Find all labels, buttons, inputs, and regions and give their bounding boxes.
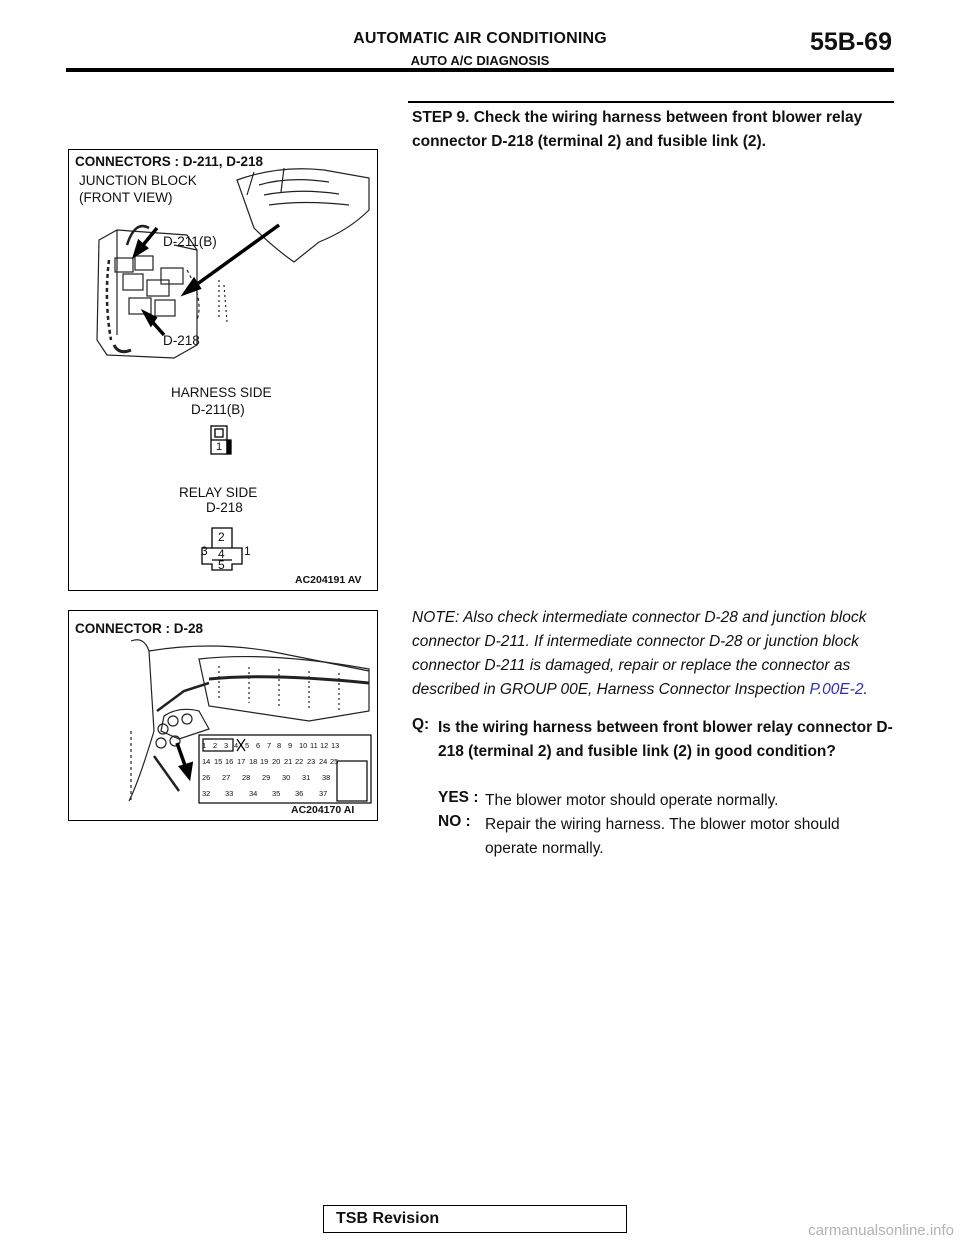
d28-pin-24: 24 <box>319 757 328 766</box>
header-rule <box>66 68 894 72</box>
d28-pin-6: 6 <box>256 741 261 750</box>
front-view-label: (FRONT VIEW) <box>79 190 173 205</box>
d28-pin-35: 35 <box>272 789 281 798</box>
tsb-revision-label: TSB Revision <box>336 1210 440 1227</box>
d28-pin-12: 12 <box>320 741 329 750</box>
figure-code: AC204191 AV <box>295 574 362 586</box>
step-heading: STEP 9. Check the wiring harness between front blower relay connector D-218 (terminal 2) and fusible link (2). <box>412 109 863 150</box>
site-watermark: carmanualsonline.info <box>808 1222 954 1239</box>
d28-pin-31: 31 <box>302 773 311 782</box>
relay-pin-4: 4 <box>218 547 225 561</box>
d28-pin-8: 8 <box>277 741 282 750</box>
d28-pin-36: 36 <box>295 789 304 798</box>
d28-pin-2: 2 <box>213 741 218 750</box>
connector-figure-d211-d218 <box>68 149 378 591</box>
d28-pin-7: 7 <box>267 741 272 750</box>
d28-pin-9: 9 <box>288 741 293 750</box>
tsb-revision-box <box>323 1205 627 1233</box>
d28-pin-14: 14 <box>202 757 211 766</box>
d28-pin-16: 16 <box>225 757 234 766</box>
relay-connector-label: D-218 <box>206 500 243 515</box>
d28-pin-26: 26 <box>202 773 211 782</box>
harness-inspection-link[interactable]: P.00E-2 <box>809 681 864 698</box>
relay-pin-1: 1 <box>244 544 251 558</box>
a-pillar-outline <box>129 640 154 801</box>
relay-pin-5: 5 <box>218 558 225 572</box>
d28-pin-22: 22 <box>295 757 304 766</box>
d28-pin-19: 19 <box>260 757 269 766</box>
d28-pin-21: 21 <box>284 757 293 766</box>
note-end: . <box>863 681 868 698</box>
d28-pin-15: 15 <box>214 757 223 766</box>
connector-figure-d28 <box>68 610 378 821</box>
d28-pin-23: 23 <box>307 757 316 766</box>
d28-pin-25: 25 <box>330 757 339 766</box>
relay-side-label: RELAY SIDE <box>179 485 258 500</box>
relay-pin-2: 2 <box>218 530 225 544</box>
d28-pin-5: 5 <box>245 741 250 750</box>
callout-d218-label: D-218 <box>163 333 200 348</box>
yes-answer: The blower motor should operate normally. <box>485 792 779 809</box>
harness-lines <box>259 180 349 205</box>
yes-label: YES : <box>438 789 479 806</box>
d28-pin-27: 27 <box>222 773 231 782</box>
d28-pin-28: 28 <box>242 773 251 782</box>
harness-side-label: HARNESS SIDE <box>171 385 272 400</box>
note-text: NOTE: Also check intermediate connector D-28 and junction block connector D-211. If intermediate connector D-28 or junction block connector D-211 is damaged, repair or replace the connector as described in GROUP 00E, Harness Connector Inspection <box>412 609 867 698</box>
harness-pin-1: 1 <box>216 441 223 453</box>
manual-section-title: AUTOMATIC AIR CONDITIONING <box>353 30 607 47</box>
d28-pin-4: 4 <box>234 741 239 750</box>
page-number: 55B-69 <box>810 28 892 56</box>
no-label: NO : <box>438 813 471 830</box>
d28-pin-1: 1 <box>202 741 207 750</box>
d28-pin-30: 30 <box>282 773 291 782</box>
d28-pin-3: 3 <box>224 741 229 750</box>
d28-pin-11: 11 <box>310 741 318 750</box>
d28-pin-33: 33 <box>225 789 234 798</box>
question-label: Q: <box>412 716 430 733</box>
d28-pin-34: 34 <box>249 789 258 798</box>
figure-title: CONNECTOR : D-28 <box>75 621 204 636</box>
manual-subsection-title: AUTO A/C DIAGNOSIS <box>410 53 550 68</box>
d28-pin-10: 10 <box>299 741 308 750</box>
junction-block-illustration <box>69 150 377 590</box>
note-paragraph <box>412 606 882 702</box>
d28-pin-37: 37 <box>319 789 328 798</box>
d28-pin-17: 17 <box>237 757 246 766</box>
figure-code: AC204170 AI <box>291 804 355 816</box>
question-text: Is the wiring harness between front blower relay connector D-218 (terminal 2) and fusible link (2) in good condition? <box>438 719 893 760</box>
callout-d211-label: D-211(B) <box>163 234 217 249</box>
d28-pin-29: 29 <box>262 773 271 782</box>
d28-pin-38: 38 <box>322 773 331 782</box>
figure-title: CONNECTORS : D-211, D-218 <box>75 154 264 169</box>
harness-connector-label: D-211(B) <box>191 402 245 417</box>
d28-pin-20: 20 <box>272 757 281 766</box>
d28-pin-grid <box>201 739 341 803</box>
d28-pin-32: 32 <box>202 789 211 798</box>
junction-block-label: JUNCTION BLOCK <box>79 173 197 188</box>
no-answer: Repair the wiring harness. The blower motor should operate normally. <box>485 816 840 857</box>
dashboard-outline <box>237 169 369 262</box>
step-rule <box>408 101 894 103</box>
d28-pin-18: 18 <box>249 757 258 766</box>
relay-pin-3: 3 <box>201 544 208 558</box>
d28-pin-13: 13 <box>331 741 340 750</box>
